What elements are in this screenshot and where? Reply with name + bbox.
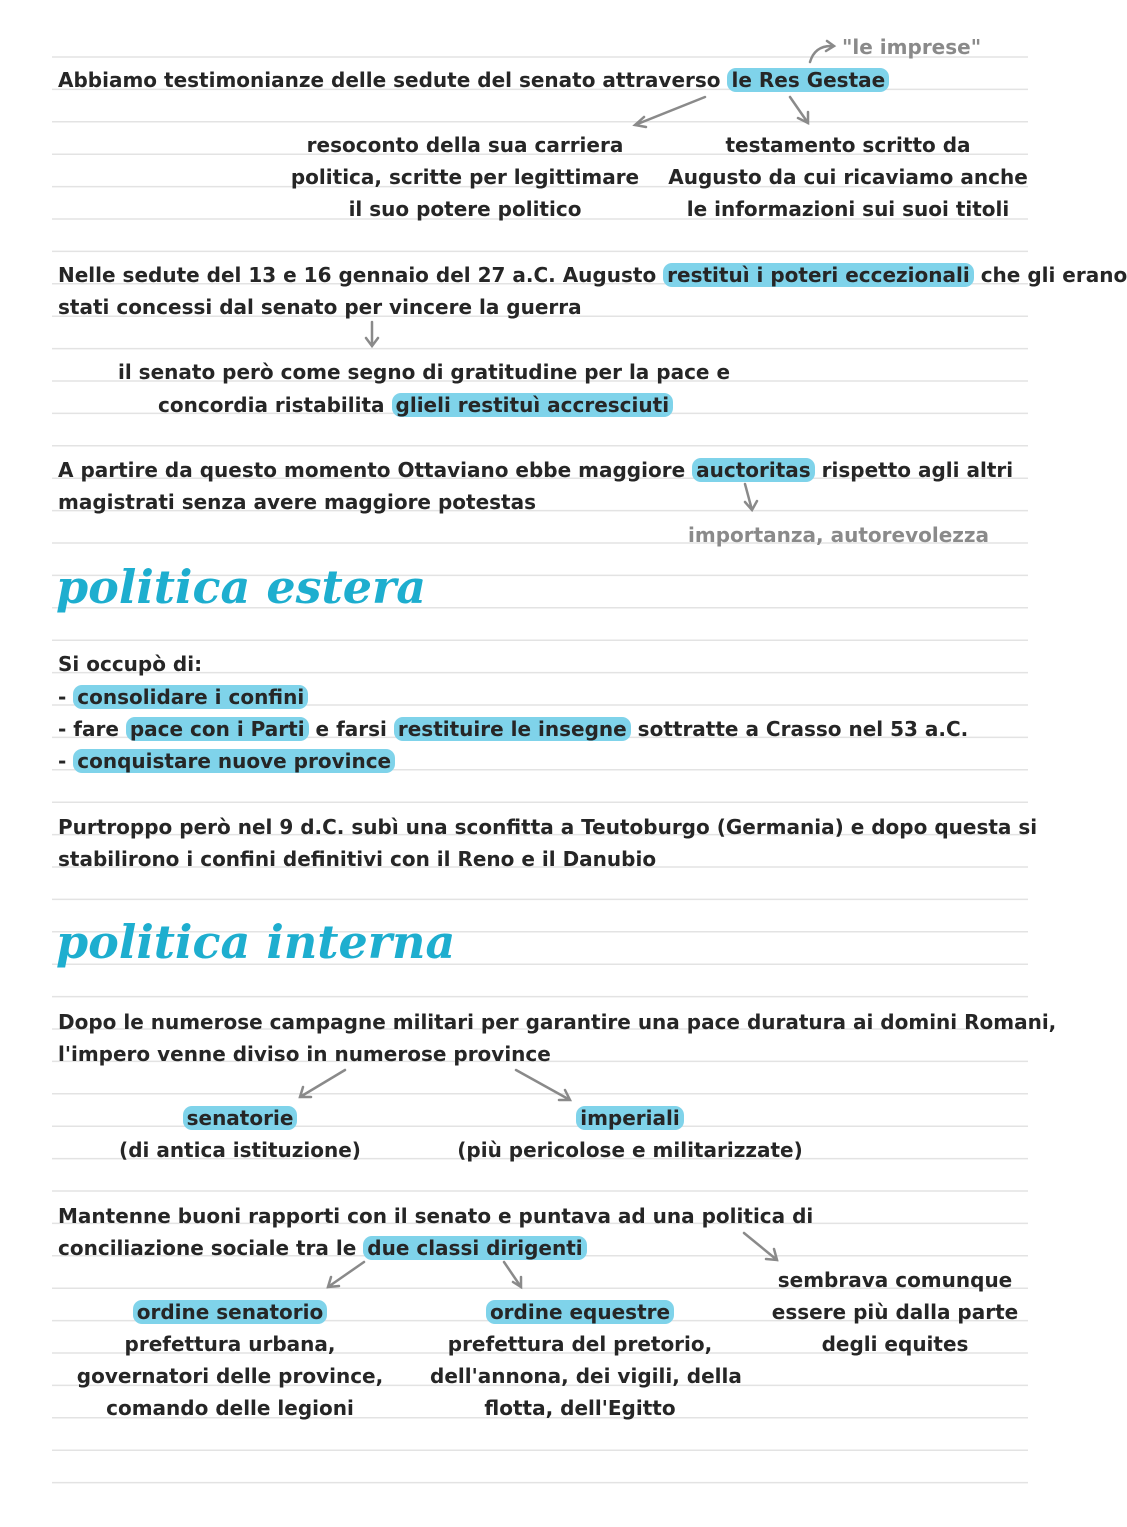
bullet-item: - conquistare nuove province bbox=[58, 748, 395, 774]
heading-politica-estera: politica estera bbox=[56, 560, 427, 614]
text-line: conciliazione sociale tra le due classi dirigenti bbox=[58, 1235, 587, 1261]
arrow-icon bbox=[366, 322, 378, 346]
res-gestae-left: resoconto della sua carriera politica, scritte per legittimare il suo potere politico bbox=[290, 133, 640, 221]
arrow-icon bbox=[790, 97, 808, 123]
highlight: senatorie bbox=[183, 1106, 298, 1130]
text-line: concordia ristabilita glieli restituì accresciuti bbox=[158, 392, 673, 418]
highlight: le Res Gestae bbox=[727, 68, 889, 92]
text-line: Nelle sedute del 13 e 16 gennaio del 27 a.C. Augusto restituì i poteri eccezionali che gli erano bbox=[58, 263, 1127, 287]
text-line: Abbiamo testimonianze delle sedute del senato attraverso le Res Gestae bbox=[58, 67, 889, 93]
text-line: stati concessi dal senato per vincere la guerra bbox=[58, 295, 582, 319]
note-le-imprese: "le imprese" bbox=[842, 35, 982, 59]
note-equites: sembrava comunque essere più dalla parte degli equites bbox=[771, 1268, 1019, 1356]
highlight: restituì i poteri eccezionali bbox=[663, 263, 974, 287]
province-senatorie: senatorie (di antica istituzione) bbox=[119, 1106, 361, 1162]
highlight: conquistare nuove province bbox=[73, 749, 395, 773]
highlight: imperiali bbox=[576, 1106, 684, 1130]
arrow-icon bbox=[504, 1262, 521, 1287]
arrow-icon bbox=[300, 1070, 345, 1097]
text-line: magistrati senza avere maggiore potestas bbox=[58, 490, 537, 514]
heading-politica-interna: politica interna bbox=[56, 915, 456, 969]
bullet-item: - fare pace con i Parti e farsi restituire le insegne sottratte a Crasso nel 53 a.C. bbox=[58, 717, 969, 741]
note-auctoritas: importanza, autorevolezza bbox=[688, 523, 990, 547]
text-line: il senato però come segno di gratitudine per la pace e bbox=[118, 360, 731, 384]
arrow-icon bbox=[745, 484, 757, 510]
text-line: Mantenne buoni rapporti con il senato e puntava ad una politica di bbox=[58, 1204, 814, 1228]
province-imperiali: imperiali (più pericolose e militarizzate) bbox=[457, 1106, 803, 1162]
highlight: pace con i Parti bbox=[126, 717, 309, 741]
highlight: due classi dirigenti bbox=[363, 1236, 586, 1260]
arrow-icon bbox=[516, 1070, 570, 1100]
bullet-item: - consolidare i confini bbox=[58, 684, 308, 710]
highlight: auctoritas bbox=[692, 458, 815, 482]
text-line: l'impero venne diviso in numerose province bbox=[58, 1042, 551, 1066]
arrow-icon bbox=[744, 1233, 777, 1260]
text-line: Purtroppo però nel 9 d.C. subì una sconfitta a Teutoburgo (Germania) e dopo questa si bbox=[58, 815, 1038, 839]
highlight: ordine equestre bbox=[486, 1300, 674, 1324]
text-line: A partire da questo momento Ottaviano ebbe maggiore auctoritas rispetto agli altri bbox=[58, 458, 1014, 482]
text-line: Si occupò di: bbox=[58, 652, 203, 676]
highlight: consolidare i confini bbox=[73, 685, 308, 709]
highlight: glieli restituì accresciuti bbox=[392, 393, 674, 417]
ordine-equestre: ordine equestre prefettura del pretorio, dell'annona, dei vigili, della flotta, dell'Egitto bbox=[430, 1300, 742, 1420]
ordine-senatorio: ordine senatorio prefettura urbana, governatori delle province, comando delle legioni bbox=[76, 1300, 384, 1420]
highlight: restituire le insegne bbox=[394, 717, 631, 741]
text-line: Dopo le numerose campagne militari per garantire una pace duratura ai domini Romani, bbox=[58, 1010, 1057, 1034]
arrow-icon bbox=[328, 1262, 364, 1287]
res-gestae-right: testamento scritto da Augusto da cui ricaviamo anche le informazioni sui suoi titoli bbox=[668, 133, 1028, 221]
text-line: stabilirono i confini definitivi con il Reno e il Danubio bbox=[58, 847, 657, 871]
arrow-icon bbox=[635, 97, 705, 127]
highlight: ordine senatorio bbox=[133, 1300, 328, 1324]
